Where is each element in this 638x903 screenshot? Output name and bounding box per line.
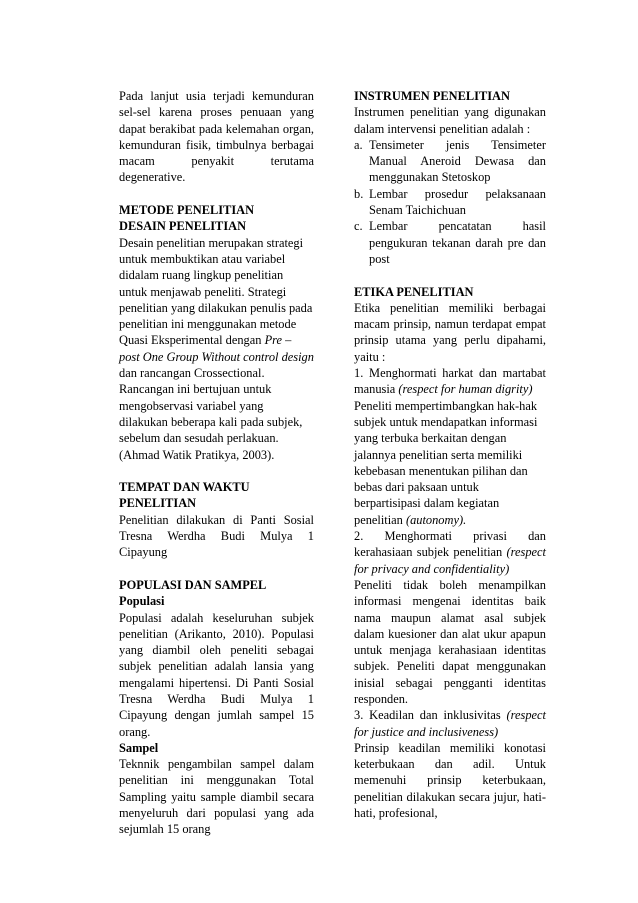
tempat-heading: TEMPAT DAN WAKTU PENELITIAN [119,480,250,511]
principle-1-text-italic: (autonomy). [405,512,467,527]
principle-3-paragraph: Prinsip keadilan memiliki konotasi keterbukaan dan adil. Untuk memenuhi prinsip keterbukaan, penelitian dilakukan secara jujur, hati-hati, profesional, [354,740,546,821]
list-marker: a. [354,137,363,152]
desain-heading: DESAIN PENELITIAN [119,219,247,234]
list-item [354,218,546,267]
list-item [354,137,546,186]
instrumen-paragraph: Instrumen penelitian yang digunakan dalam intervensi penelitian adalah : [354,105,546,136]
list-text: Lembar pencatatan hasil pengukuran tekanan darah pre dan post [369,219,546,266]
sampel-subheading: Sampel [119,740,159,755]
principle-1-paragraph [354,398,546,528]
principle-1-text: Peneliti mempertimbangkan hak-hak subjek untuk mendapatkan informasi yang terbuka berkaitan dengan jalannya penelitian serta memiliki kebebasan menentukan pilihan dan bebas dari paksaan untuk berpartisipasi dalam kegiatan penelitian [354,398,538,527]
desain-text-2: dan rancangan Crossectional. Rancangan ini bertujuan untuk mengobservasi variabel yang dilakukan beberapa kali pada subjek, sebelum dan sesudah perlakuan. (Ahmad Watik Pratikya, 2003). [119,366,303,462]
populasi-paragraph: Populasi adalah keseluruhan subjek penelitian (Arikanto, 2010). Populasi yang diambil oleh peneliti sebagai subjek penelitian adalah lansia yang mengalami hipertensi. Di Panti Sosial Tresna Werdha Budi Mulya 1 Cipayung dengan jumlah sampel 15 orang. [119,610,314,739]
principle-1-title-text: 1. Menghormati harkat dan martabat manusia [354,366,546,397]
populasi-heading: POPULASI DAN SAMPEL [119,577,267,592]
list-text: Tensimeter jenis Tensimeter Manual Aneroid Dewasa dan menggunakan Stetoskop [369,137,546,185]
etika-heading: ETIKA PENELITIAN [354,284,474,299]
principle-1-title [354,365,546,398]
principle-2-title [354,528,546,577]
desain-paragraph [119,235,314,463]
principle-2-italic: (respect for privacy and confidentiality) [354,545,546,576]
instrumen-heading: INSTRUMEN PENELITIAN [354,89,510,103]
principle-2-title-text: 2. Menghormati privasi dan kerahasiaan subjek penelitian [354,529,546,560]
principle-3-title-text: 3. Keadilan dan inklusivitas [354,708,507,723]
left-column [119,88,314,838]
list-text: Lembar prosedur pelaksanaan Senam Taichichuan [369,186,546,218]
principle-3-title [354,707,546,740]
populasi-subheading: Populasi [119,594,165,609]
list-marker: c. [354,219,363,234]
desain-text-1: Desain penelitian merupakan strategi untuk membuktikan atau variabel didalam ruang lingkup penelitian untuk menjawab peneliti. Strategi penelitian yang dilakukan penulis pada penelitian ini menggunakan metode Quasi Eksperimental dengan [119,235,313,348]
desain-italic: Pre – post One Group Without control design [119,333,314,364]
tempat-paragraph: Penelitian dilakukan di Panti Sosial Tresna Werdha Budi Mulya 1 Cipayung [119,512,314,560]
right-column [354,88,546,821]
principle-3-italic: (respect for justice and inclusiveness) [354,708,546,739]
intro-paragraph: Pada lanjut usia terjadi kemunduran sel-sel karena proses penuaan yang dapat berakibat pada kelemahan organ, kemunduran fisik, timbulnya berbagai macam penyakit terutama degenerative. [119,89,314,185]
sampel-paragraph: Teknnik pengambilan sampel dalam penelitian ini menggunakan Total Sampling yaitu sample diambil secara menyeluruh dari populasi yang ada sejumlah 15 orang [119,757,314,837]
list-marker: b. [354,186,364,201]
principle-1-italic: (respect for human digrity) [398,382,533,397]
principle-2-paragraph: Peneliti tidak boleh menampilkan informasi mengenai identitas baik nama maupun alamat asal subjek dalam kuesioner dan alat ukur apapun untuk menjaga kerahasiaan identitas subjek. Peneliti dapat menggunakan inisial sebagai pengganti identitas responden. [354,577,546,706]
list-item [354,186,546,219]
etika-paragraph: Etika penelitian memiliki berbagai macam prinsip, namun terdapat empat prinsip utama yang perlu dipahami, yaitu : [354,300,546,364]
metode-heading: METODE PENELITIAN [119,203,255,218]
